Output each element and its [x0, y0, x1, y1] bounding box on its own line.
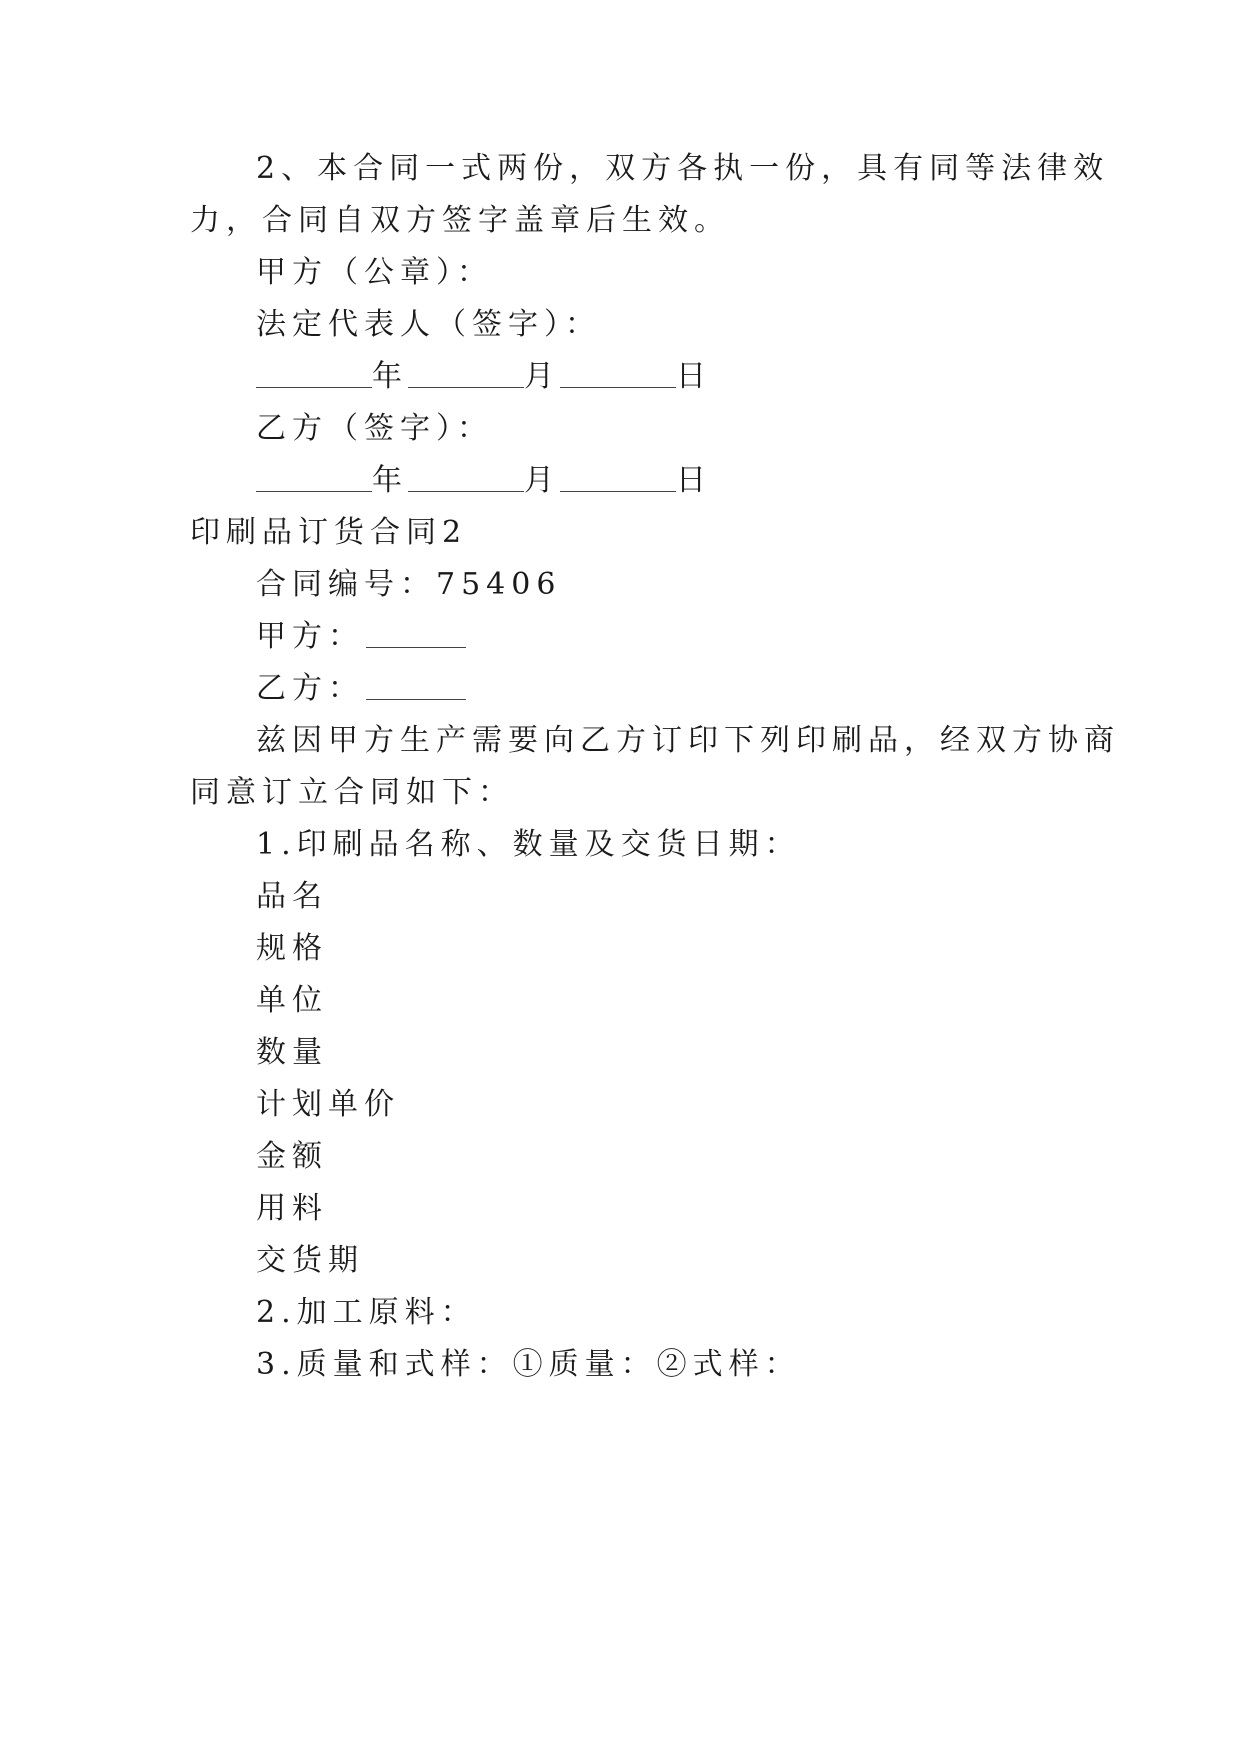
contract-2-title: 印刷品订货合同2 — [190, 515, 468, 550]
preamble-line-1: 兹因甲方生产需要向乙方订印下列印刷品，经双方协商 — [256, 723, 1120, 758]
day-label: 日 — [676, 359, 712, 394]
date-line-party-a — [256, 348, 712, 406]
year-blank — [256, 491, 372, 492]
day-blank — [560, 387, 676, 388]
contract-number: 合同编号：75406 — [256, 567, 562, 602]
day-blank — [560, 491, 676, 492]
party-a-label: 甲方： — [256, 619, 364, 654]
year-blank — [256, 387, 372, 388]
party-b-label: 乙方： — [256, 671, 364, 706]
clause-2-line-1: 2、本合同一式两份，双方各执一份，具有同等法律效 — [256, 151, 1110, 186]
preamble-line-2: 同意订立合同如下： — [190, 775, 514, 810]
month-blank — [408, 491, 524, 492]
party-a-blank — [366, 647, 466, 648]
year-label: 年 — [372, 463, 408, 498]
clause-2-line-2: 力，合同自双方签字盖章后生效。 — [190, 203, 730, 238]
item-3-heading: 3.质量和式样：①质量：②式样： — [256, 1347, 801, 1382]
field-quantity: 数量 — [256, 1035, 328, 1070]
party-b-sign-label: 乙方（签字）： — [256, 411, 493, 446]
field-unit: 单位 — [256, 983, 328, 1018]
field-delivery-date: 交货期 — [256, 1243, 364, 1278]
field-specification: 规格 — [256, 931, 328, 966]
date-line-party-b — [256, 452, 712, 510]
month-label: 月 — [524, 359, 560, 394]
field-product-name: 品名 — [256, 879, 328, 914]
party-b-line — [256, 660, 466, 718]
field-amount: 金额 — [256, 1139, 328, 1174]
party-b-blank — [366, 699, 466, 700]
party-a-line — [256, 608, 466, 666]
year-label: 年 — [372, 359, 408, 394]
month-blank — [408, 387, 524, 388]
field-planned-unit-price: 计划单价 — [256, 1087, 400, 1122]
day-label: 日 — [676, 463, 712, 498]
field-material: 用料 — [256, 1191, 328, 1226]
item-1-heading: 1.印刷品名称、数量及交货日期： — [256, 827, 801, 862]
item-2-heading: 2.加工原料： — [256, 1295, 477, 1330]
legal-representative-label: 法定代表人（签字）： — [256, 307, 601, 342]
party-a-seal-label: 甲方（公章）： — [256, 255, 493, 290]
month-label: 月 — [524, 463, 560, 498]
